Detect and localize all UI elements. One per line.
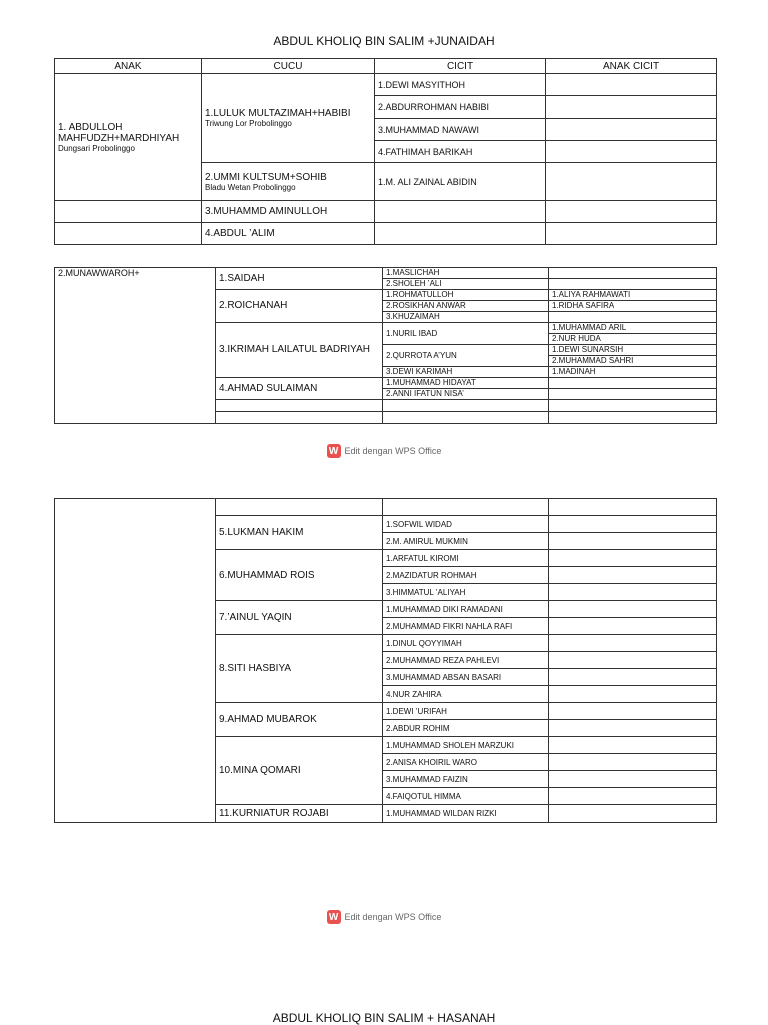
cucu-cell: 7.’AINUL YAQIN [216, 601, 383, 635]
anak-cicit-cell [546, 163, 717, 201]
header-cucu: CUCU [202, 59, 375, 74]
cucu-name: 2.UMMI KULTSUM+SOHIB [205, 171, 327, 183]
anak-cicit-cell [549, 601, 717, 618]
header-anak: ANAK [55, 59, 202, 74]
anak-cicit-cell: 1.RIDHA SAFIRA [549, 301, 717, 312]
anak-cicit-cell [549, 499, 717, 516]
cicit-cell: 3.HIMMATUL ’ALIYAH [383, 584, 549, 601]
anak-cicit-cell [549, 754, 717, 771]
family-table-1 [54, 58, 717, 245]
anak-cicit-cell [549, 533, 717, 550]
anak-cell [55, 223, 202, 245]
cucu-location: Triwung Lor Probolinggo [205, 119, 292, 128]
cucu-cell [216, 499, 383, 516]
anak-cicit-cell [549, 412, 717, 424]
anak-cicit-cell [549, 268, 717, 279]
cicit-cell: 1.MUHAMMAD WILDAN RIZKI [383, 805, 549, 823]
cucu-cell [202, 74, 375, 163]
cicit-cell: 2.QURROTA A’YUN [383, 345, 549, 367]
wps-label: Edit dengan WPS Office [344, 912, 442, 922]
anak-cicit-cell: 2.NUR HUDA [549, 334, 717, 345]
cicit-cell: 1.M. ALI ZAINAL ABIDIN [375, 163, 546, 201]
cicit-cell: 3.DEWI KARIMAH [383, 367, 549, 378]
cicit-cell: 2.MUHAMMAD REZA PAHLEVI [383, 652, 549, 669]
anak-cicit-cell [549, 516, 717, 533]
cicit-cell: 2.MAZIDATUR ROHMAH [383, 567, 549, 584]
anak-cell: 2.MUNAWWAROH+ [55, 268, 216, 424]
cicit-cell: 1.DEWI ’URIFAH [383, 703, 549, 720]
wps-watermark [0, 444, 768, 458]
header-cicit: CICIT [375, 59, 546, 74]
header-anak-cicit: ANAK CICIT [546, 59, 717, 74]
anak-location: Dungsari Probolinggo [58, 143, 135, 153]
cicit-cell: 4.NUR ZAHIRA [383, 686, 549, 703]
cicit-cell: 1.ROHMATULLOH [383, 290, 549, 301]
wps-logo-icon: W [327, 444, 341, 458]
cucu-cell: 2.ROICHANAH [216, 290, 383, 323]
cucu-cell: 4.AHMAD SULAIMAN [216, 378, 383, 400]
cicit-cell: 1.SOFWIL WIDAD [383, 516, 549, 533]
cucu-cell: 3.IKRIMAH LAILATUL BADRIYAH [216, 323, 383, 378]
anak-cicit-cell: 1.DEWI SUNARSIH [549, 345, 717, 356]
cicit-cell: 3.MUHAMMAD NAWAWI [375, 119, 546, 141]
cicit-cell: 2.ROSIKHAN ANWAR [383, 301, 549, 312]
cucu-cell: 9.AHMAD MUBAROK [216, 703, 383, 737]
family-table-2 [54, 267, 717, 424]
anak-cicit-cell: 2.MUHAMMAD SAHRI [549, 356, 717, 367]
cicit-cell [383, 412, 549, 424]
cicit-cell [375, 223, 546, 245]
cicit-cell: 1.NURIL IBAD [383, 323, 549, 345]
cicit-cell: 1.DEWI MASYITHOH [375, 74, 546, 96]
anak-cicit-cell [549, 805, 717, 823]
cicit-cell: 2.ABDUR ROHIM [383, 720, 549, 737]
anak-cicit-cell [549, 669, 717, 686]
section-title: ABDUL KHOLIQ BIN SALIM + HASANAH [272, 1011, 496, 1025]
cicit-cell [383, 499, 549, 516]
anak-cicit-cell [546, 74, 717, 96]
anak-cicit-cell [546, 223, 717, 245]
anak-cicit-cell [549, 703, 717, 720]
cicit-cell: 1.MUHAMMAD SHOLEH MARZUKI [383, 737, 549, 754]
cucu-name: 1.LULUK MULTAZIMAH+HABIBI [205, 108, 351, 119]
anak-cicit-cell: 1.MADINAH [549, 367, 717, 378]
anak-name: 1. ABDULLOH MAHFUDZH+MARDHIYAH [58, 121, 180, 144]
anak-cicit-cell [549, 737, 717, 754]
anak-cell [55, 201, 202, 223]
cucu-cell [216, 400, 383, 412]
anak-cicit-cell [549, 720, 717, 737]
cicit-cell: 3.KHUZAIMAH [383, 312, 549, 323]
cicit-cell: 3.MUHAMMAD ABSAN BASARI [383, 669, 549, 686]
cicit-cell: 2.MUHAMMAD FIKRI NAHLA RAFI [383, 618, 549, 635]
cucu-cell [216, 412, 383, 424]
cicit-cell: 1.ARFATUL KIROMI [383, 550, 549, 567]
cicit-cell: 3.MUHAMMAD FAIZIN [383, 771, 549, 788]
anak-cell [55, 74, 202, 201]
anak-cicit-cell [549, 686, 717, 703]
cucu-cell: 8.SITI HASBIYA [216, 635, 383, 703]
anak-cicit-cell [549, 635, 717, 652]
cicit-cell [383, 400, 549, 412]
cicit-cell: 1.MASLICHAH [383, 268, 549, 279]
cicit-cell: 2.ABDURROHMAN HABIBI [375, 96, 546, 119]
family-table-3 [54, 498, 717, 823]
anak-cicit-cell [549, 279, 717, 290]
anak-cicit-cell [549, 312, 717, 323]
document-title: ABDUL KHOLIQ BIN SALIM +JUNAIDAH [273, 34, 495, 48]
wps-label: Edit dengan WPS Office [344, 446, 442, 456]
cicit-cell: 2.M. AMIRUL MUKMIN [383, 533, 549, 550]
anak-cicit-cell [546, 119, 717, 141]
cicit-cell [375, 201, 546, 223]
cicit-cell: 4.FATHIMAH BARIKAH [375, 141, 546, 163]
cucu-cell [202, 163, 375, 201]
cicit-cell: 1.MUHAMMAD DIKI RAMADANI [383, 601, 549, 618]
cucu-location: Bladu Wetan Probolinggo [205, 182, 296, 192]
anak-cicit-cell [549, 652, 717, 669]
wps-watermark [0, 910, 768, 924]
anak-cicit-cell [546, 201, 717, 223]
anak-cicit-cell [549, 389, 717, 400]
anak-cicit-cell [549, 771, 717, 788]
cucu-cell: 6.MUHAMMAD ROIS [216, 550, 383, 601]
anak-cicit-cell [549, 584, 717, 601]
cucu-cell: 1.SAIDAH [216, 268, 383, 290]
anak-cicit-cell [546, 141, 717, 163]
cicit-cell: 1.DINUL QOYYIMAH [383, 635, 549, 652]
anak-cicit-cell [549, 618, 717, 635]
cucu-cell: 3.MUHAMMD AMINULLOH [202, 201, 375, 223]
cicit-cell: 4.FAIQOTUL HIMMA [383, 788, 549, 805]
cucu-cell: 4.ABDUL ’ALIM [202, 223, 375, 245]
cucu-cell: 11.KURNIATUR ROJABI [216, 805, 383, 823]
anak-cicit-cell [549, 567, 717, 584]
cicit-cell: 2.ANISA KHOIRIL WARO [383, 754, 549, 771]
cicit-cell: 2.SHOLEH ’ALI [383, 279, 549, 290]
anak-cicit-cell: 1.MUHAMMAD ARIL [549, 323, 717, 334]
cucu-cell: 5.LUKMAN HAKIM [216, 516, 383, 550]
anak-cicit-cell [549, 378, 717, 389]
anak-cicit-cell: 1.ALIYA RAHMAWATI [549, 290, 717, 301]
wps-logo-icon: W [327, 910, 341, 924]
cicit-cell: 2.ANNI IFATUN NISA’ [383, 389, 549, 400]
anak-cicit-cell [549, 550, 717, 567]
anak-cicit-cell [546, 96, 717, 119]
anak-cicit-cell [549, 788, 717, 805]
cicit-cell: 1.MUHAMMAD HIDAYAT [383, 378, 549, 389]
anak-cell [55, 499, 216, 823]
cucu-cell: 10.MINA QOMARI [216, 737, 383, 805]
anak-cicit-cell [549, 400, 717, 412]
